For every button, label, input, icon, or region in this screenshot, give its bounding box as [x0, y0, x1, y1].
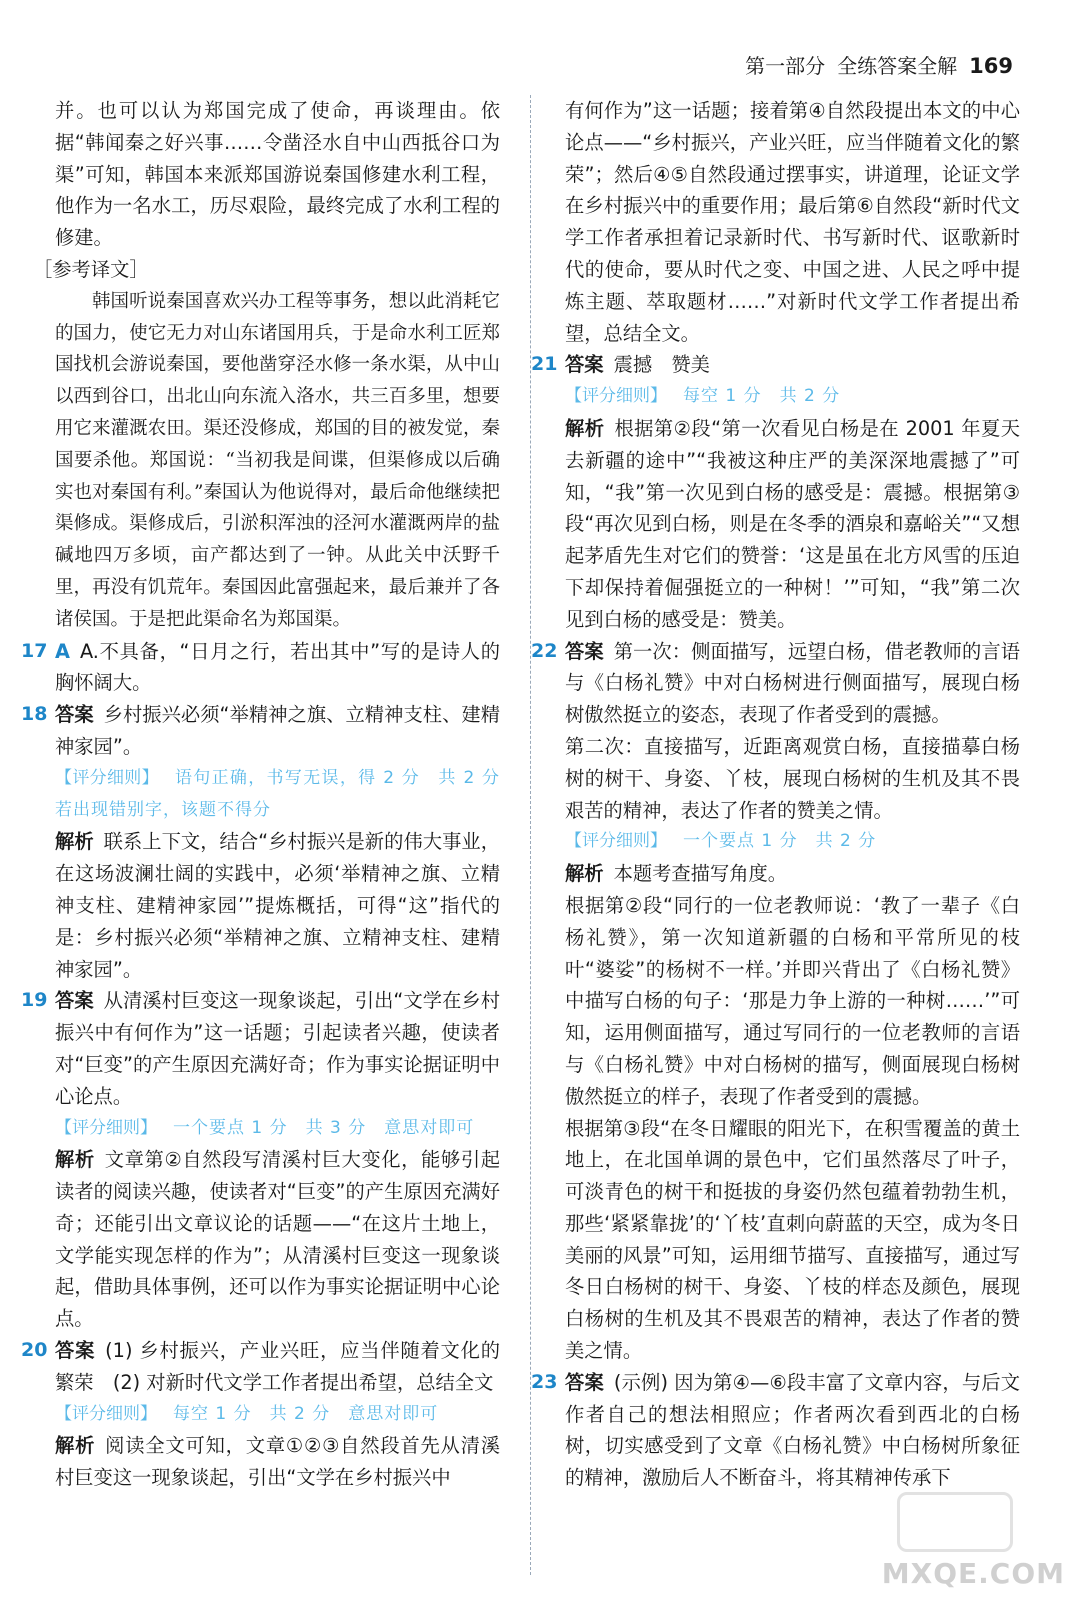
- analysis-label: 解析: [55, 1434, 96, 1458]
- question-21: [531, 349, 1020, 635]
- question-number: 23: [531, 1370, 558, 1393]
- question-20: [21, 1335, 501, 1494]
- analysis: [565, 413, 1020, 636]
- page-number: 169: [969, 54, 1013, 78]
- analysis-paragraph-2: 根据第②段“同行的一位老教师说：‘教了一辈子《白杨礼赞》，第一次知道新疆的白杨和平常所见的枝叶“婆娑”的杨树不一样。’并即兴背出了《白杨礼赞》中描写白杨的句子：‘那是力争上游的一种树……’”可知，运用侧面描写，通过写同行的一位老教师的言语与《白杨礼赞》中对白杨树的描写，侧面展现白杨树傲然挺立的样子，表现了作者受到的震撼。: [565, 893, 1020, 1108]
- answer-label: 答案: [55, 989, 94, 1013]
- answer-text-second: 第二次：直接描写，近距离观赏白杨，直接描摹白杨树的树干、身姿、丫枝，展现白杨树的生机及其不畏艰苦的精神，表达了作者的赞美之情。: [565, 734, 1020, 822]
- analysis-label: 解析: [55, 830, 94, 854]
- page-header: [745, 50, 1013, 79]
- scoring-rule: [565, 826, 1020, 858]
- q20-analysis-continued: 有何作为”这一话题；接着第④自然段提出本文的中心论点——“乡村振兴，产业兴旺，应当伴随着文化的繁荣”；然后④⑤自然段通过摆事实，讲道理，论证文学在乡村振兴中的重要作用；最后第⑥自然段“新时代文学工作者承担着记录新时代、书写新时代、讴歌新时代的使命，要从时代之变、中国之进、人民之呼中提炼主题、萃取题材……”对新时代文学工作者提出希望，总结全文。: [565, 99, 1020, 345]
- scoring-rule: [55, 1399, 500, 1431]
- answer-text: (示例) 因为第④—⑥段丰富了文章内容，与后文作者自己的想法相照应；作者两次看到西北的白杨树，切实感受到了文章《白杨礼赞》中白杨树所象征的精神，激励后人不断奋斗，将其精神传承下: [565, 1370, 1021, 1490]
- analysis-text: 根据第②段“第一次看见白杨是在 2001 年夏天去新疆的途中”“我被这种庄严的美深深地震撼了”可知，“我”第一次见到白杨的感受是：震撼。根据第③段“再次见到白杨，则是在冬季的酒泉和嘉峪关”“又想起茅盾先生对它们的赞誉：‘这是虽在北方风雪的压迫下却保持着倔强挺立的一种树！’”可知，“我”第二次见到白杨的感受是：赞美。: [565, 416, 1020, 631]
- analysis-paragraph-3: 根据第③段“在冬日耀眼的阳光下，在积雪覆盖的黄土地上，在北国单调的景色中，它们虽然落尽了叶子，可淡青色的树干和挺拔的身姿仍然包蕴着勃勃生机，那些‘紧紧靠拢’的‘丫枝’直刺向蔚蓝的天空，成为冬日美丽的风景”可知，运用细节描写、直接描写，通过写冬日白杨树的树干、身姿、丫枝的样态及颜色，展现白杨树的生机及其不畏艰苦的精神，表达了作者的赞美之情。: [565, 1116, 1020, 1363]
- answer-text: (1) 乡村振兴，产业兴旺，应当伴随着文化的繁荣 (2) 对新时代文学工作者提出希望，总结全文: [55, 1339, 500, 1394]
- question-23: [531, 1367, 1021, 1494]
- analysis-text: 文章第②自然段写清溪村巨大变化，能够引起读者的阅读兴趣，使读者对“巨变”的产生原因充满好奇；还能引出文章议论的话题——“在这片土地上，文学能实现怎样的作为”；从清溪村巨变这一现象谈起，借助具体事例，还可以作为事实论据证明中心论点。: [55, 1148, 500, 1331]
- book-subtitle: 全练答案全解: [837, 54, 958, 78]
- analysis: [55, 1144, 500, 1335]
- answer-text: 乡村振兴必须“举精神之旗、立精神支柱、建精神家园”。: [55, 703, 500, 758]
- analysis-text: 联系上下文，结合“乡村振兴是新的伟大事业，在这场波澜壮阔的实践中，必须‘举精神之旗、立精神支柱、建精神家园’”提炼概括，可得“这”指代的是：乡村振兴必须“举精神之旗、立精神支柱、建精神家园”。: [55, 830, 500, 981]
- scoring-text: 一个要点 1 分 共 3 分 意思对即可: [173, 1117, 475, 1138]
- reference-translation-title: ［参考译文］: [33, 257, 149, 281]
- scoring-tag: 【评分细则】: [565, 386, 667, 407]
- analysis-label: 解析: [55, 1148, 95, 1172]
- scoring-text: 语句正确，书写无误，得 2 分 共 2 分 若出现错别字，该题不得分: [55, 767, 518, 820]
- answer-label: 答案: [565, 1370, 604, 1394]
- question-number: 22: [531, 639, 558, 662]
- question-22: [531, 636, 1020, 1367]
- column-divider: [530, 95, 531, 1575]
- scoring-text: 每空 1 分 共 2 分 意思对即可: [173, 1403, 439, 1424]
- question-number: 21: [531, 353, 558, 376]
- question-number: 19: [21, 989, 48, 1012]
- analysis-label: 解析: [565, 862, 604, 886]
- analysis: [55, 826, 500, 985]
- answer-text: 震撼 赞美: [613, 353, 710, 377]
- question-number: 18: [21, 703, 48, 726]
- scoring-tag: 【评分细则】: [55, 1117, 157, 1138]
- question-17: [21, 636, 500, 700]
- scoring-rule: [55, 1113, 500, 1145]
- answer-label: 答案: [55, 1339, 96, 1363]
- question-19: [21, 985, 500, 1335]
- analysis-text: 阅读全文可知，文章①②③自然段首先从清溪村巨变这一现象谈起，引出“文学在乡村振兴中: [55, 1434, 501, 1490]
- analysis: [55, 1430, 500, 1494]
- section-label: 第一部分: [745, 54, 826, 78]
- right-column: [531, 95, 1021, 1494]
- answer-label: 答案: [565, 639, 604, 663]
- question-number: 20: [21, 1339, 48, 1362]
- scoring-tag: 【评分细则】: [55, 1403, 157, 1424]
- answer-choice: A: [55, 639, 70, 663]
- scoring-tag: 【评分细则】: [55, 767, 159, 788]
- analysis-label: 解析: [565, 416, 605, 440]
- scoring-text: 每空 1 分 共 2 分: [683, 386, 841, 407]
- scoring-tag: 【评分细则】: [565, 831, 667, 852]
- analysis: [565, 858, 1020, 890]
- answer-text: 从清溪村巨变这一现象谈起，引出“文学在乡村振兴中有何作为”这一话题；引起读者兴趣，使读者对“巨变”的产生原因充满好奇；作为事实论据证明中心论点。: [55, 989, 500, 1108]
- answer-label: 答案: [565, 353, 604, 377]
- question-18: [21, 699, 518, 985]
- scoring-text: 一个要点 1 分 共 2 分: [683, 831, 877, 852]
- scoring-rule: [565, 381, 1020, 413]
- scoring-rule: [55, 763, 518, 827]
- left-column: [21, 95, 518, 1494]
- reference-translation: 韩国听说秦国喜欢兴办工程等事务，想以此消耗它的国力，使它无力对山东诸国用兵，于是命水利工匠郑国找机会游说秦国，要他凿穿泾水修一条水渠，从中山以西到谷口，出北山向东流入洛水，共三百多里，想要用它来灌溉农田。渠还没修成，郑国的目的被发觉，秦国要杀他。郑国说：“当初我是间谍，但渠修成以后确实也对秦国有利。”秦国认为他说得对，最后命他继续把渠修成。渠修成后，引淤积浑浊的泾河水灌溉两岸的盐碱地四万多顷，亩产都达到了一钟。从此关中沃野千里，再没有饥荒年。秦国因此富强起来，最后兼并了各诸侯国。于是把此渠命名为郑国渠。: [55, 290, 500, 630]
- answer-label: 答案: [55, 703, 94, 727]
- analysis-text: 本题考查描写角度。: [613, 862, 788, 886]
- answer-text: 第一次：侧面描写，远望白杨，借老教师的言语与《白杨礼赞》中对白杨树进行侧面描写，展现白杨树傲然挺立的姿态，表现了作者受到的震撼。: [565, 639, 1020, 727]
- watermark-text: MXQE.COM: [881, 1557, 1065, 1590]
- watermark-badge: [897, 1492, 1013, 1552]
- intro-text: 并。也可以认为郑国完成了使命，再谈理由。依据“韩闻秦之好兴事……令凿泾水自中山西抵谷口为渠”可知，韩国本来派郑国游说秦国修建水利工程，他作为一名水工，历尽艰险，最终完成了水利工程的修建。: [55, 99, 500, 250]
- question-number: 17: [21, 639, 48, 662]
- answer-text: A.不具备，“日月之行，若出其中”写的是诗人的胸怀阔大。: [55, 639, 500, 695]
